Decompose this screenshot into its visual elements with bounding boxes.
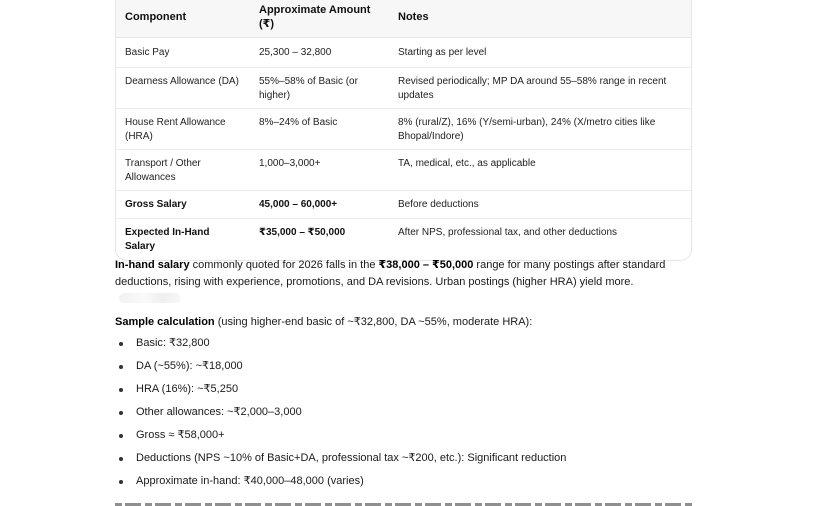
cell-component: Basic Pay bbox=[116, 38, 250, 68]
list-item-text: HRA (16%): ~₹5,250 bbox=[136, 383, 239, 395]
inhand-text-1: commonly quoted for 2026 falls in the bbox=[189, 259, 379, 271]
inhand-text-2: range for many postings after standard deductions, rising with experience, promotions, and DA revisions. Urban postings (higher HRA) yield more. bbox=[115, 259, 666, 288]
list-item-text: Basic: ₹32,800 bbox=[136, 337, 210, 349]
salary-table-card bbox=[115, 0, 692, 261]
table-row bbox=[116, 109, 691, 150]
list-item-text: Approximate in-hand: ₹40,000–48,000 (varies) bbox=[136, 475, 364, 487]
cell-amount: 8%–24% of Basic bbox=[250, 109, 389, 150]
table-row bbox=[116, 68, 691, 109]
inhand-label: In-hand salary bbox=[115, 259, 190, 271]
bullet-icon bbox=[119, 434, 123, 438]
calculation-list bbox=[115, 335, 695, 496]
list-item bbox=[115, 358, 695, 381]
list-item bbox=[115, 381, 695, 404]
cell-amount: 45,000 – 60,000+ bbox=[250, 191, 389, 219]
list-item bbox=[115, 335, 695, 358]
sample-label: Sample calculation bbox=[115, 316, 215, 328]
sample-text: (using higher-end basic of ~₹32,800, DA ~55%, moderate HRA): bbox=[214, 316, 533, 328]
cell-component: Dearness Allowance (DA) bbox=[116, 68, 250, 109]
cell-component: Gross Salary bbox=[116, 191, 250, 219]
bullet-icon bbox=[119, 457, 123, 461]
bullet-icon bbox=[119, 342, 123, 346]
list-item bbox=[115, 427, 695, 450]
salary-table bbox=[116, 0, 691, 260]
table-row bbox=[116, 150, 691, 191]
cell-notes: After NPS, professional tax, and other deductions bbox=[398, 227, 618, 238]
table-row bbox=[116, 38, 691, 68]
list-item bbox=[115, 473, 695, 496]
cell-component: Expected In-Hand Salary bbox=[125, 227, 210, 252]
bullet-icon bbox=[119, 365, 123, 369]
list-item-text: Other allowances: ~₹2,000–3,000 bbox=[136, 406, 302, 418]
table-header-row bbox=[116, 0, 691, 38]
bullet-icon bbox=[119, 411, 123, 415]
cell-amount: 25,300 – 32,800 bbox=[250, 38, 389, 68]
list-item-text: DA (~55%): ~₹18,000 bbox=[136, 360, 243, 372]
table-row-inhand bbox=[116, 219, 691, 261]
list-item-text: Deductions (NPS ~10% of Basic+DA, professional tax ~₹200, etc.): Significant reduction bbox=[136, 452, 567, 464]
cell-component: House Rent Allowance (HRA) bbox=[116, 109, 250, 150]
column-header-component: Component bbox=[116, 0, 250, 38]
cell-notes: Starting as per level bbox=[389, 38, 691, 68]
cell-notes: Revised periodically; MP DA around 55–58% range in recent updates bbox=[389, 68, 691, 109]
sample-paragraph bbox=[115, 314, 695, 331]
bullet-icon bbox=[119, 480, 123, 484]
table-row-gross bbox=[116, 191, 691, 219]
cell-amount: ₹35,000 – ₹50,000 bbox=[259, 227, 346, 238]
list-item bbox=[115, 404, 695, 427]
column-header-notes: Notes bbox=[389, 0, 691, 38]
inhand-paragraph bbox=[115, 257, 695, 308]
cell-component: Transport / Other Allowances bbox=[116, 150, 250, 191]
response-prose bbox=[115, 257, 695, 496]
citation-pill[interactable] bbox=[119, 293, 181, 303]
list-item-text: Gross ≈ ₹58,000+ bbox=[136, 429, 225, 441]
cell-notes: 8% (rural/Z), 16% (Y/semi-urban), 24% (X/metro cities like Bhopal/Indore) bbox=[389, 109, 691, 150]
column-header-amount: Approximate Amount (₹) bbox=[250, 0, 389, 38]
bullet-icon bbox=[119, 388, 123, 392]
truncated-text-line bbox=[115, 497, 695, 506]
cell-notes: TA, medical, etc., as applicable bbox=[389, 150, 691, 191]
cell-notes: Before deductions bbox=[389, 191, 691, 219]
inhand-range: ₹38,000 – ₹50,000 bbox=[378, 259, 474, 271]
cell-amount: 55%–58% of Basic (or higher) bbox=[250, 68, 389, 109]
cell-amount: 1,000–3,000+ bbox=[250, 150, 389, 191]
list-item bbox=[115, 450, 695, 473]
